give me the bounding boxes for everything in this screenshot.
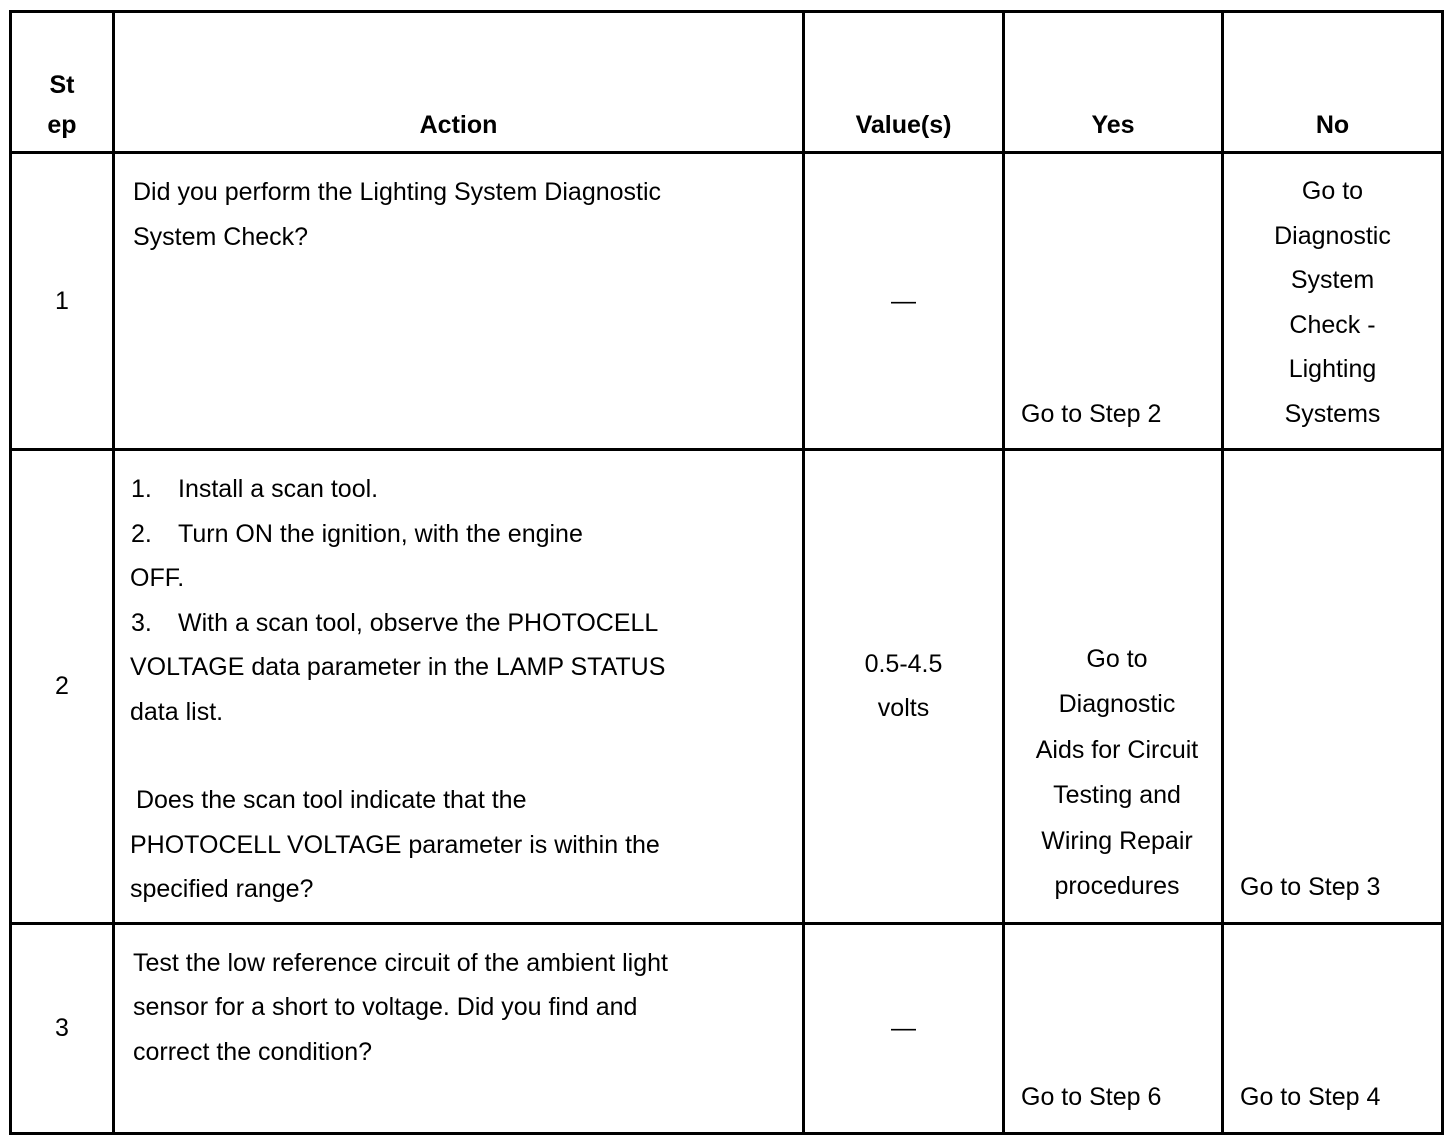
header-action: Action (114, 12, 804, 153)
action-list-item (129, 467, 788, 512)
yes-cell (1004, 450, 1223, 924)
yes-line: Diagnostic (1058, 690, 1176, 718)
value-cell: — (804, 153, 1004, 450)
list-text: With a scan tool, observe the PHOTOCELL (178, 608, 659, 637)
table-row (11, 923, 1443, 1133)
no-line: Diagnostic (1274, 221, 1391, 250)
value-cell (804, 450, 1004, 924)
no-line: Systems (1284, 399, 1381, 428)
header-step-line2: ep (47, 111, 77, 139)
list-number: 2. (131, 519, 152, 548)
action-line: sensor for a short to voltage. Did you find and (133, 993, 638, 1021)
yes-line: Testing and (1053, 781, 1181, 809)
no-line: System (1290, 266, 1375, 294)
yes-cell (1004, 923, 1223, 1133)
action-line: Did you perform the Lighting System Diagnostic (133, 178, 662, 206)
list-text: Install a scan tool. (178, 475, 379, 503)
action-list-item (129, 690, 788, 735)
no-line: Lighting (1288, 355, 1377, 383)
action-list-item (129, 601, 788, 646)
action-list-item (129, 512, 788, 557)
list-number: 3. (131, 608, 152, 637)
yes-cell (1004, 153, 1223, 450)
header-yes: Yes (1004, 12, 1223, 153)
header-values: Value(s) (804, 12, 1004, 153)
diagnostic-table (9, 10, 1444, 1135)
action-line: correct the condition? (133, 1037, 373, 1066)
yes-line: Go to (1086, 644, 1148, 673)
list-text: VOLTAGE data parameter in the LAMP STATUS (130, 653, 666, 681)
action-list-item (129, 556, 788, 601)
action-line: System Check? (133, 222, 309, 251)
header-step (11, 12, 114, 153)
step-number: 3 (11, 923, 114, 1133)
list-number: 1. (131, 475, 152, 503)
no-cell (1223, 153, 1443, 450)
yes-line: Wiring Repair (1041, 826, 1193, 855)
no-cell (1223, 450, 1443, 924)
list-text: data list. (130, 697, 224, 726)
header-no: No (1223, 12, 1443, 153)
action-cell (114, 923, 804, 1133)
no-line: Go to (1301, 177, 1364, 205)
action-cell (114, 153, 804, 450)
list-text: OFF. (130, 564, 185, 592)
table-row (11, 450, 1443, 924)
no-line: Check - (1289, 310, 1376, 339)
step-number: 2 (11, 450, 114, 924)
action-line: Test the low reference circuit of the ambient light (133, 948, 668, 977)
spacer (129, 734, 788, 778)
action-list-item (129, 645, 788, 690)
no-link: Go to Step 3 (1240, 873, 1381, 901)
value-line: 0.5-4.5 (864, 649, 943, 678)
action-question-line: PHOTOCELL VOLTAGE parameter is within the (130, 830, 660, 859)
yes-link: Go to Step 6 (1021, 1083, 1162, 1111)
table-row (11, 153, 1443, 450)
header-step-line1: St (49, 71, 75, 99)
no-cell (1223, 923, 1443, 1133)
action-cell (114, 450, 804, 924)
list-text: Turn ON the ignition, with the engine (178, 519, 583, 548)
value-line: volts (877, 694, 930, 723)
step-number: 1 (11, 153, 114, 450)
yes-link: Go to Step 2 (1021, 399, 1162, 428)
no-link: Go to Step 4 (1240, 1083, 1381, 1111)
action-question-line: specified range? (130, 875, 314, 903)
yes-line: procedures (1054, 872, 1180, 900)
header-row (11, 12, 1443, 153)
yes-line: Aids for Circuit (1035, 735, 1199, 764)
action-question-line: Does the scan tool indicate that the (129, 786, 527, 814)
value-cell: — (804, 923, 1004, 1133)
